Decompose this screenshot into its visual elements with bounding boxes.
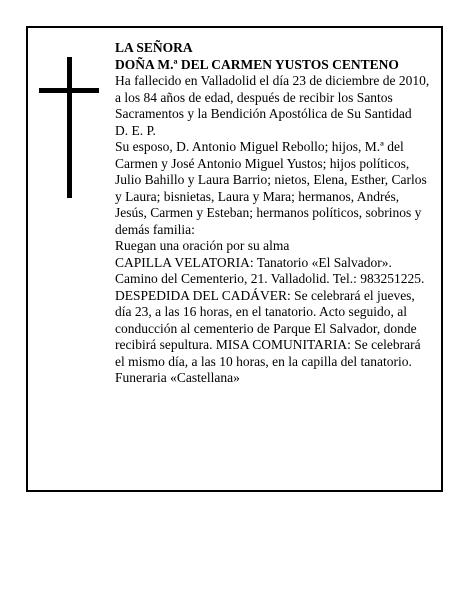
- notice-title: LA SEÑORA: [115, 40, 193, 55]
- funeral-service-info: DESPEDIDA DEL CADÁVER: Se celebrará el jueves, día 23, a las 16 horas, en el tanatorio. Acto seguido, al conducción al cementerio de Parque El Salvador, donde recibirá sepultura. MISA COMUNITARIA: Se celebrará el mismo día, a las 10 horas, en la capilla del tanatorio.: [115, 287, 421, 369]
- prayer-request: Ruegan una oración por su alma: [115, 238, 290, 253]
- wake-chapel-info: CAPILLA VELATORIA: Tanatorio «El Salvador». Camino del Cementerio, 21. Valladolid. Tel.: 983251225.: [115, 254, 425, 286]
- cross-vertical-bar: [67, 57, 72, 198]
- cross-horizontal-bar: [39, 88, 99, 93]
- death-announcement: Ha fallecido en Valladolid el día 23 de diciembre de 2010, a los 84 años de edad, después de recibir los Santos Sacramentos y la Bendición Apostólica de Su Santidad: [115, 73, 430, 121]
- notice-content: [115, 40, 433, 387]
- rest-in-peace: D. E. P.: [115, 122, 156, 138]
- funeral-home: Funeraria «Castellana»: [115, 370, 240, 385]
- obituary-notice: [26, 26, 443, 492]
- deceased-name: DOÑA M.ª DEL CARMEN YUSTOS CENTENO: [115, 56, 399, 72]
- cross-icon: [39, 57, 99, 198]
- family-list: Su esposo, D. Antonio Miguel Rebollo; hijos, M.ª del Carmen y José Antonio Miguel Yustos; hijos políticos, Julio Bahillo y Laura Barrio; nietos, Elena, Esther, Carlos y Laura; bisnietas, Laura y Mara; hermanos, Andrés, Jesús, Carmen y Esteban; hermanos políticos, sobrinos y demás familia:: [115, 139, 427, 237]
